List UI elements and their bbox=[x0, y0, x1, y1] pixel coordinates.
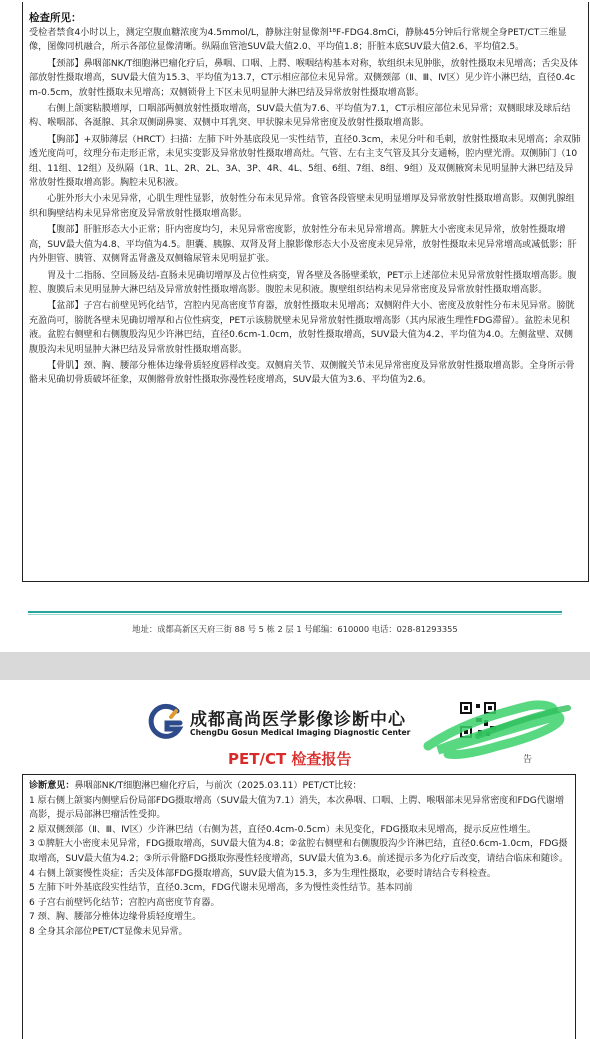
findings-paragraph: 【骨肌】颈、胸、腰部分椎体边缘骨质轻度唇样改变。双侧肩关节、双侧髋关节未见异常密度及异常放射性摄取增高影。全身所示骨骼未见确切骨质破坏征象，双侧髂骨放射性摄取弥漫性轻度增高，SUV最大值为3.6、平均值为2.6。 bbox=[29, 360, 575, 386]
findings-frame bbox=[22, 2, 589, 582]
diagnosis-item: 8 全身其余部位PET/CT显像未见异常。 bbox=[29, 926, 188, 937]
diagnosis-intro: 鼻咽部NK/T细胞淋巴瘤化疗后，与前次（2025.03.11）PET/CT比较： bbox=[74, 781, 362, 791]
page-gap bbox=[0, 652, 590, 680]
findings-paragraph: 胃及十二指肠、空回肠及结-直肠未见确切增厚及占位性病变，胃各壁及各肠壁柔软，PET示上述部位未见异常放射性摄取增高影。腹腔、腹膜后未见明显肿大淋巴结及异常放射性摄取增高影。腹腔未见积液。腹壁组织结构未见异常密度及异常放射性摄取增高影。 bbox=[29, 270, 577, 295]
diagnosis-intro-line bbox=[29, 779, 569, 794]
diagnosis-item: 2 原双侧颈部（Ⅱ、Ⅲ、Ⅳ区）少许淋巴结（右侧为甚，直径0.4cm-0.5cm）未见变化，FDG摄取未见增高，提示反应性增生。 bbox=[29, 824, 537, 835]
findings-body bbox=[29, 26, 582, 390]
diagnosis-item: 3 ①脾脏大小密度未见异常，FDG摄取增高，SUV最大值为4.8；②盆腔右侧壁和右侧腹股沟少许淋巴结，直径0.6cm-1.0cm，FDG摄取增高，SUV最大值为4.2；③所示骨骼FDG摄取弥漫性轻度增高，SUV最大值为3.6。前述提示多为化疗后改变，请结合临床和随诊。 bbox=[29, 839, 569, 864]
center-logo-icon bbox=[146, 702, 186, 742]
diagnosis-frame bbox=[22, 774, 576, 1039]
findings-paragraph: 心脏外形大小未见异常，心肌生理性显影，放射性分布未见异常。食管各段管壁未见明显增厚及异常放射性摄取增高影。双侧乳腺组织和胸壁结构未见异常密度及异常放射性摄取增高影。 bbox=[29, 194, 575, 219]
diagnosis-item: 7 颈、胸、腰部分椎体边缘骨质轻度增生。 bbox=[29, 912, 202, 923]
diagnosis-item: 6 子宫右前壁钙化结节；宫腔内高密度节育器。 bbox=[29, 897, 220, 908]
diagnosis-body bbox=[29, 779, 569, 940]
findings-paragraph: 【胸部】+双肺薄层（HRCT）扫描：左肺下叶外基底段见一实性结节，直径0.3cm，未见分叶和毛刺，放射性摄取未见增高；余双肺透光度尚可，纹理分布走形正常，未见实变影及异常放射性摄取增高灶。气管、左右主支气管及其分支通畅，腔内壁光滑。双侧肺门（10组、11组、12组）及纵隔（1R、1L、2R、2L、3A、3P、4R、4L、5组、6组、7组、8组、9组）及双侧腋窝未见明显肿大淋巴结及异常放射性摄取增高影。胸腔未见积液。 bbox=[29, 134, 581, 189]
footer-address: 地址：成都高新区天府三街 88 号 5 栋 2 层 1 号邮编：610000 电话：028-81293355 bbox=[132, 624, 458, 634]
report-title: PET/CT 检查报告 bbox=[228, 750, 352, 768]
footer-divider-light bbox=[28, 614, 562, 615]
diagnosis-item: 1 原右侧上颌窦内侧壁后份局部FDG摄取增高（SUV最大值为7.1）消失，本次鼻咽、口咽、上腭、喉咽部未见异常密度和FDG代谢增高影，提示局部淋巴瘤活性受抑。 bbox=[29, 795, 565, 821]
report-page-2 bbox=[0, 680, 590, 1039]
report-side-mark: 告 bbox=[523, 755, 533, 765]
org-name-cn: 成都高尚医学影像诊断中心 bbox=[190, 710, 406, 730]
findings-title: 检查所见： bbox=[29, 12, 82, 24]
org-name-en: ChengDu Gosun Medical Imaging Diagnostic Center bbox=[190, 728, 411, 737]
redaction-scribble bbox=[418, 696, 578, 760]
findings-paragraph: 【盆部】子宫右前壁见钙化结节，宫腔内见高密度节育器，放射性摄取未见增高；双侧附件大小、密度及放射性分布未见异常。膀胱充盈尚可，膀胱各壁未见确切增厚和占位性病变，PET示该膀胱壁未见异常放射性摄取增高影（其内尿液生理性FDG滞留）。盆腔未见积液。盆腔右侧壁和右侧腹股沟见少许淋巴结，直径0.6cm-1.0cm，放射性摄取增高，SUV最大值为4.2、平均值为4.0。左侧盆壁、双侧腹股沟未见明显肿大淋巴结及异常放射性摄取增高影。 bbox=[29, 301, 575, 355]
findings-paragraph: 【颈部】鼻咽部NK/T细胞淋巴瘤化疗后，鼻咽、口咽、上腭、喉咽结构基本对称，软组织未见肿胀，放射性摄取未见增高；舌尖及体部放射性摄取增高，SUV最大值为15.3、平均值为13.7，CT示相应部位未见异常。双侧颈部（Ⅱ、Ⅲ、Ⅳ区）见少许小淋巴结，直径0.4cm-0.5cm，放射性摄取未见增高；双侧锁骨上下区未见明显肿大淋巴结及异常放射性摄取增高影。 bbox=[29, 58, 578, 98]
diagnosis-heading: 诊断意见： bbox=[29, 781, 75, 791]
findings-paragraph: 受检者禁食4小时以上，测定空腹血糖浓度为4.5mmol/L，静脉注射显像剂¹⁸F-FDG4.8mCi，静脉45分钟后行常规全身PET/CT三维显像，图像同机融合，所示各部位显像清晰。纵隔血管池SUV最大值2.0、平均值1.8；肝脏本底SUV最大值2.6、平均值2.5。 bbox=[29, 28, 567, 53]
diagnosis-item: 5 左肺下叶外基底段实性结节，直径0.3cm，FDG代谢未见增高，多为慢性炎性结节。基本同前 bbox=[29, 883, 413, 894]
findings-paragraph: 【腹部】肝脏形态大小正常；肝内密度均匀，未见异常密度影，放射性分布未见异常增高。脾脏大小密度未见异常，放射性摄取增高，SUV最大值为4.8、平均值为4.5。胆囊、胰腺、双肾及肾上腺影像形态大小及密度未见异常，放射性摄取未见异常增高或减低影；肝内外胆管、胰管、双侧肾盂肾盏及双侧输尿管未见明显扩张。 bbox=[29, 225, 577, 265]
diagnosis-item: 4 右侧上颌窦慢性炎症；舌尖及体部FDG摄取增高，SUV最大值为15.3，多为生理性摄取，必要时请结合专科检查。 bbox=[29, 868, 496, 879]
findings-paragraph: 右侧上颌窦粘膜增厚，口咽部两侧放射性摄取增高，SUV最大值为7.6、平均值为7.1，CT示相应部位未见异常；双侧眼球及球后结构、喉咽部、各涎腺、其余双侧副鼻窦、双侧中耳乳突、甲状腺未见异常密度及放射性摄取增高影。 bbox=[29, 104, 571, 129]
footer-divider bbox=[28, 611, 562, 613]
